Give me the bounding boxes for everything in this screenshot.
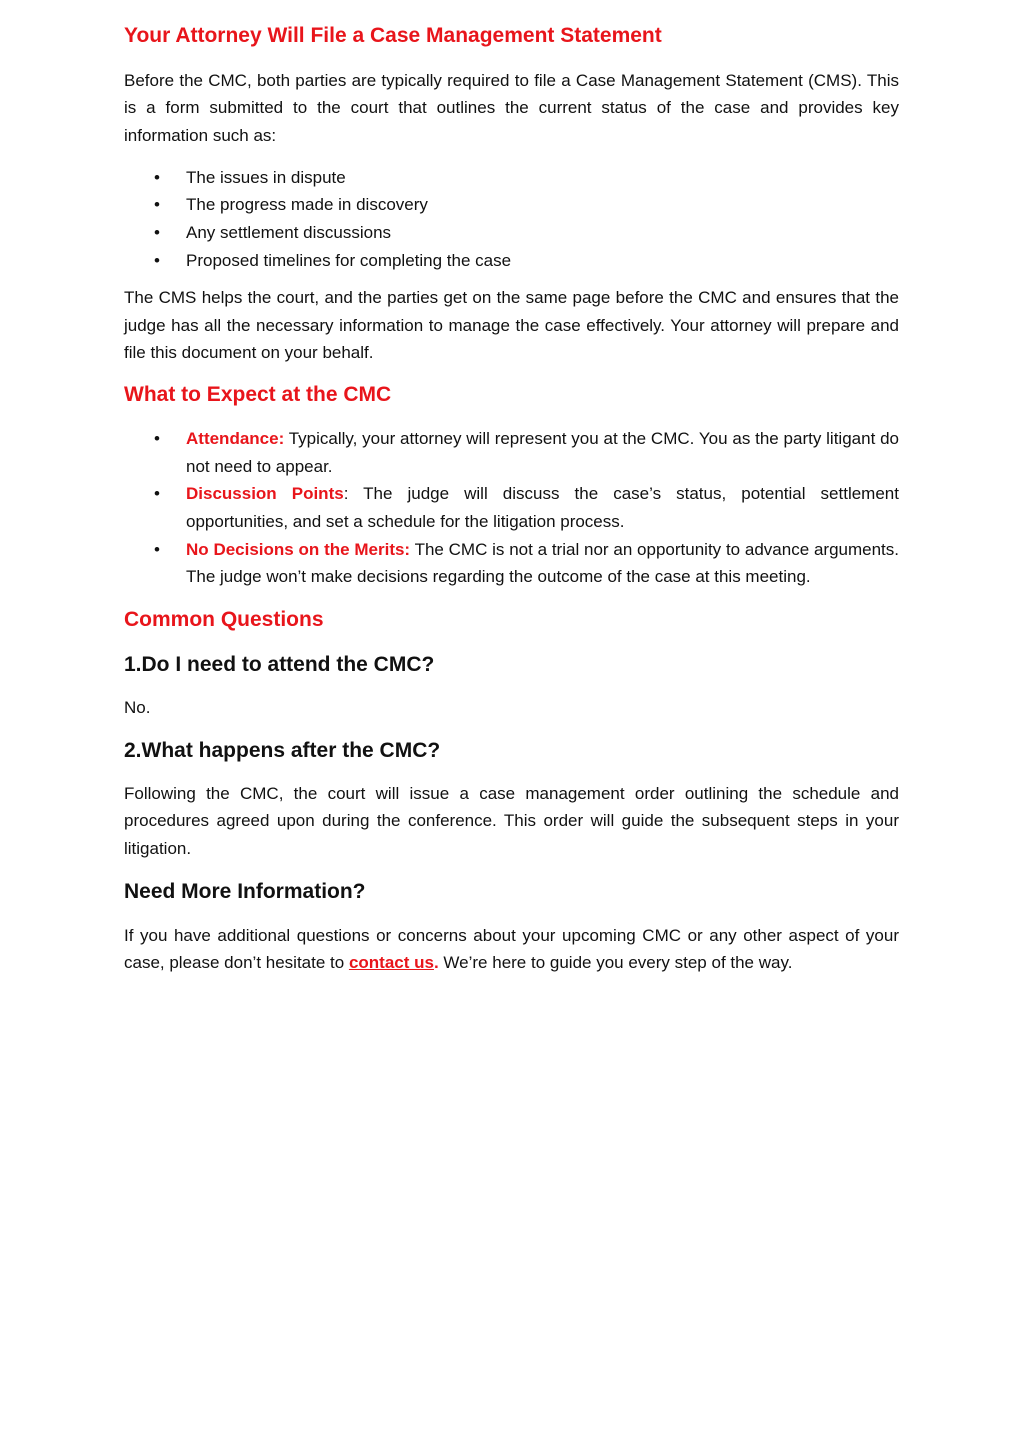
cms-info-list (124, 164, 899, 274)
list-item-no-decisions: • No Decisions on the Merits: The CMC is not a trial nor an opportunity to advance arguments. The judge won’t make decisions regarding the outcome of the case at this meeting. (124, 536, 899, 591)
section-title-more-info: Need More Information? (124, 879, 366, 903)
bullet-icon: • (154, 167, 160, 187)
section-title-questions: Common Questions (124, 607, 324, 631)
cms-intro-paragraph: Before the CMC, both parties are typically required to file a Case Management Statement (CMS). This is a form submitted to the court that outlines the current status of the case and provides key information such as: (124, 71, 899, 145)
section-title-expect: What to Expect at the CMC (124, 383, 392, 407)
bullet-icon: • (154, 539, 160, 559)
list-item: • The progress made in discovery (124, 191, 899, 219)
list-item-discussion: • Discussion Points: The judge will discuss the case’s status, potential settlement opportunities, and set a schedule for the litigation process. (124, 480, 899, 535)
question-2: 2.What happens after the CMC? (124, 739, 441, 763)
answer-2: Following the CMC, the court will issue a case management order outlining the schedule and procedures agreed upon during the conference. This order will guide the subsequent steps in your litigation. (124, 784, 899, 858)
question-1: 1.Do I need to attend the CMC? (124, 652, 435, 676)
cms-outro-paragraph: The CMS helps the court, and the parties get on the same page before the CMC and ensures that the judge has all the necessary information to manage the case effectively. Your attorney will prepare and file this document on your behalf. (124, 288, 899, 362)
answer-1: No. (124, 697, 151, 717)
bullet-icon: • (154, 195, 160, 215)
bullet-icon: • (154, 484, 160, 504)
list-item-attendance: • Attendance: Typically, your attorney will represent you at the CMC. You as the party litigant do not need to appear. (124, 425, 899, 480)
list-item: • The issues in dispute (124, 164, 899, 192)
list-item: • Any settlement discussions (124, 219, 899, 247)
document-content (124, 20, 899, 977)
section-title-cms: Your Attorney Will File a Case Management Statement (124, 24, 662, 47)
list-item: • Proposed timelines for completing the case (124, 247, 899, 275)
bullet-icon: • (154, 429, 160, 449)
more-info-paragraph: If you have additional questions or concerns about your upcoming CMC or any other aspect of your case, please don’t hesitate to contact us. We’re here to guide you every step of the way. (124, 925, 899, 973)
contact-us-link[interactable]: contact us (348, 953, 434, 973)
bullet-icon: • (154, 250, 160, 270)
expect-list (124, 425, 899, 591)
bullet-icon: • (154, 223, 160, 243)
